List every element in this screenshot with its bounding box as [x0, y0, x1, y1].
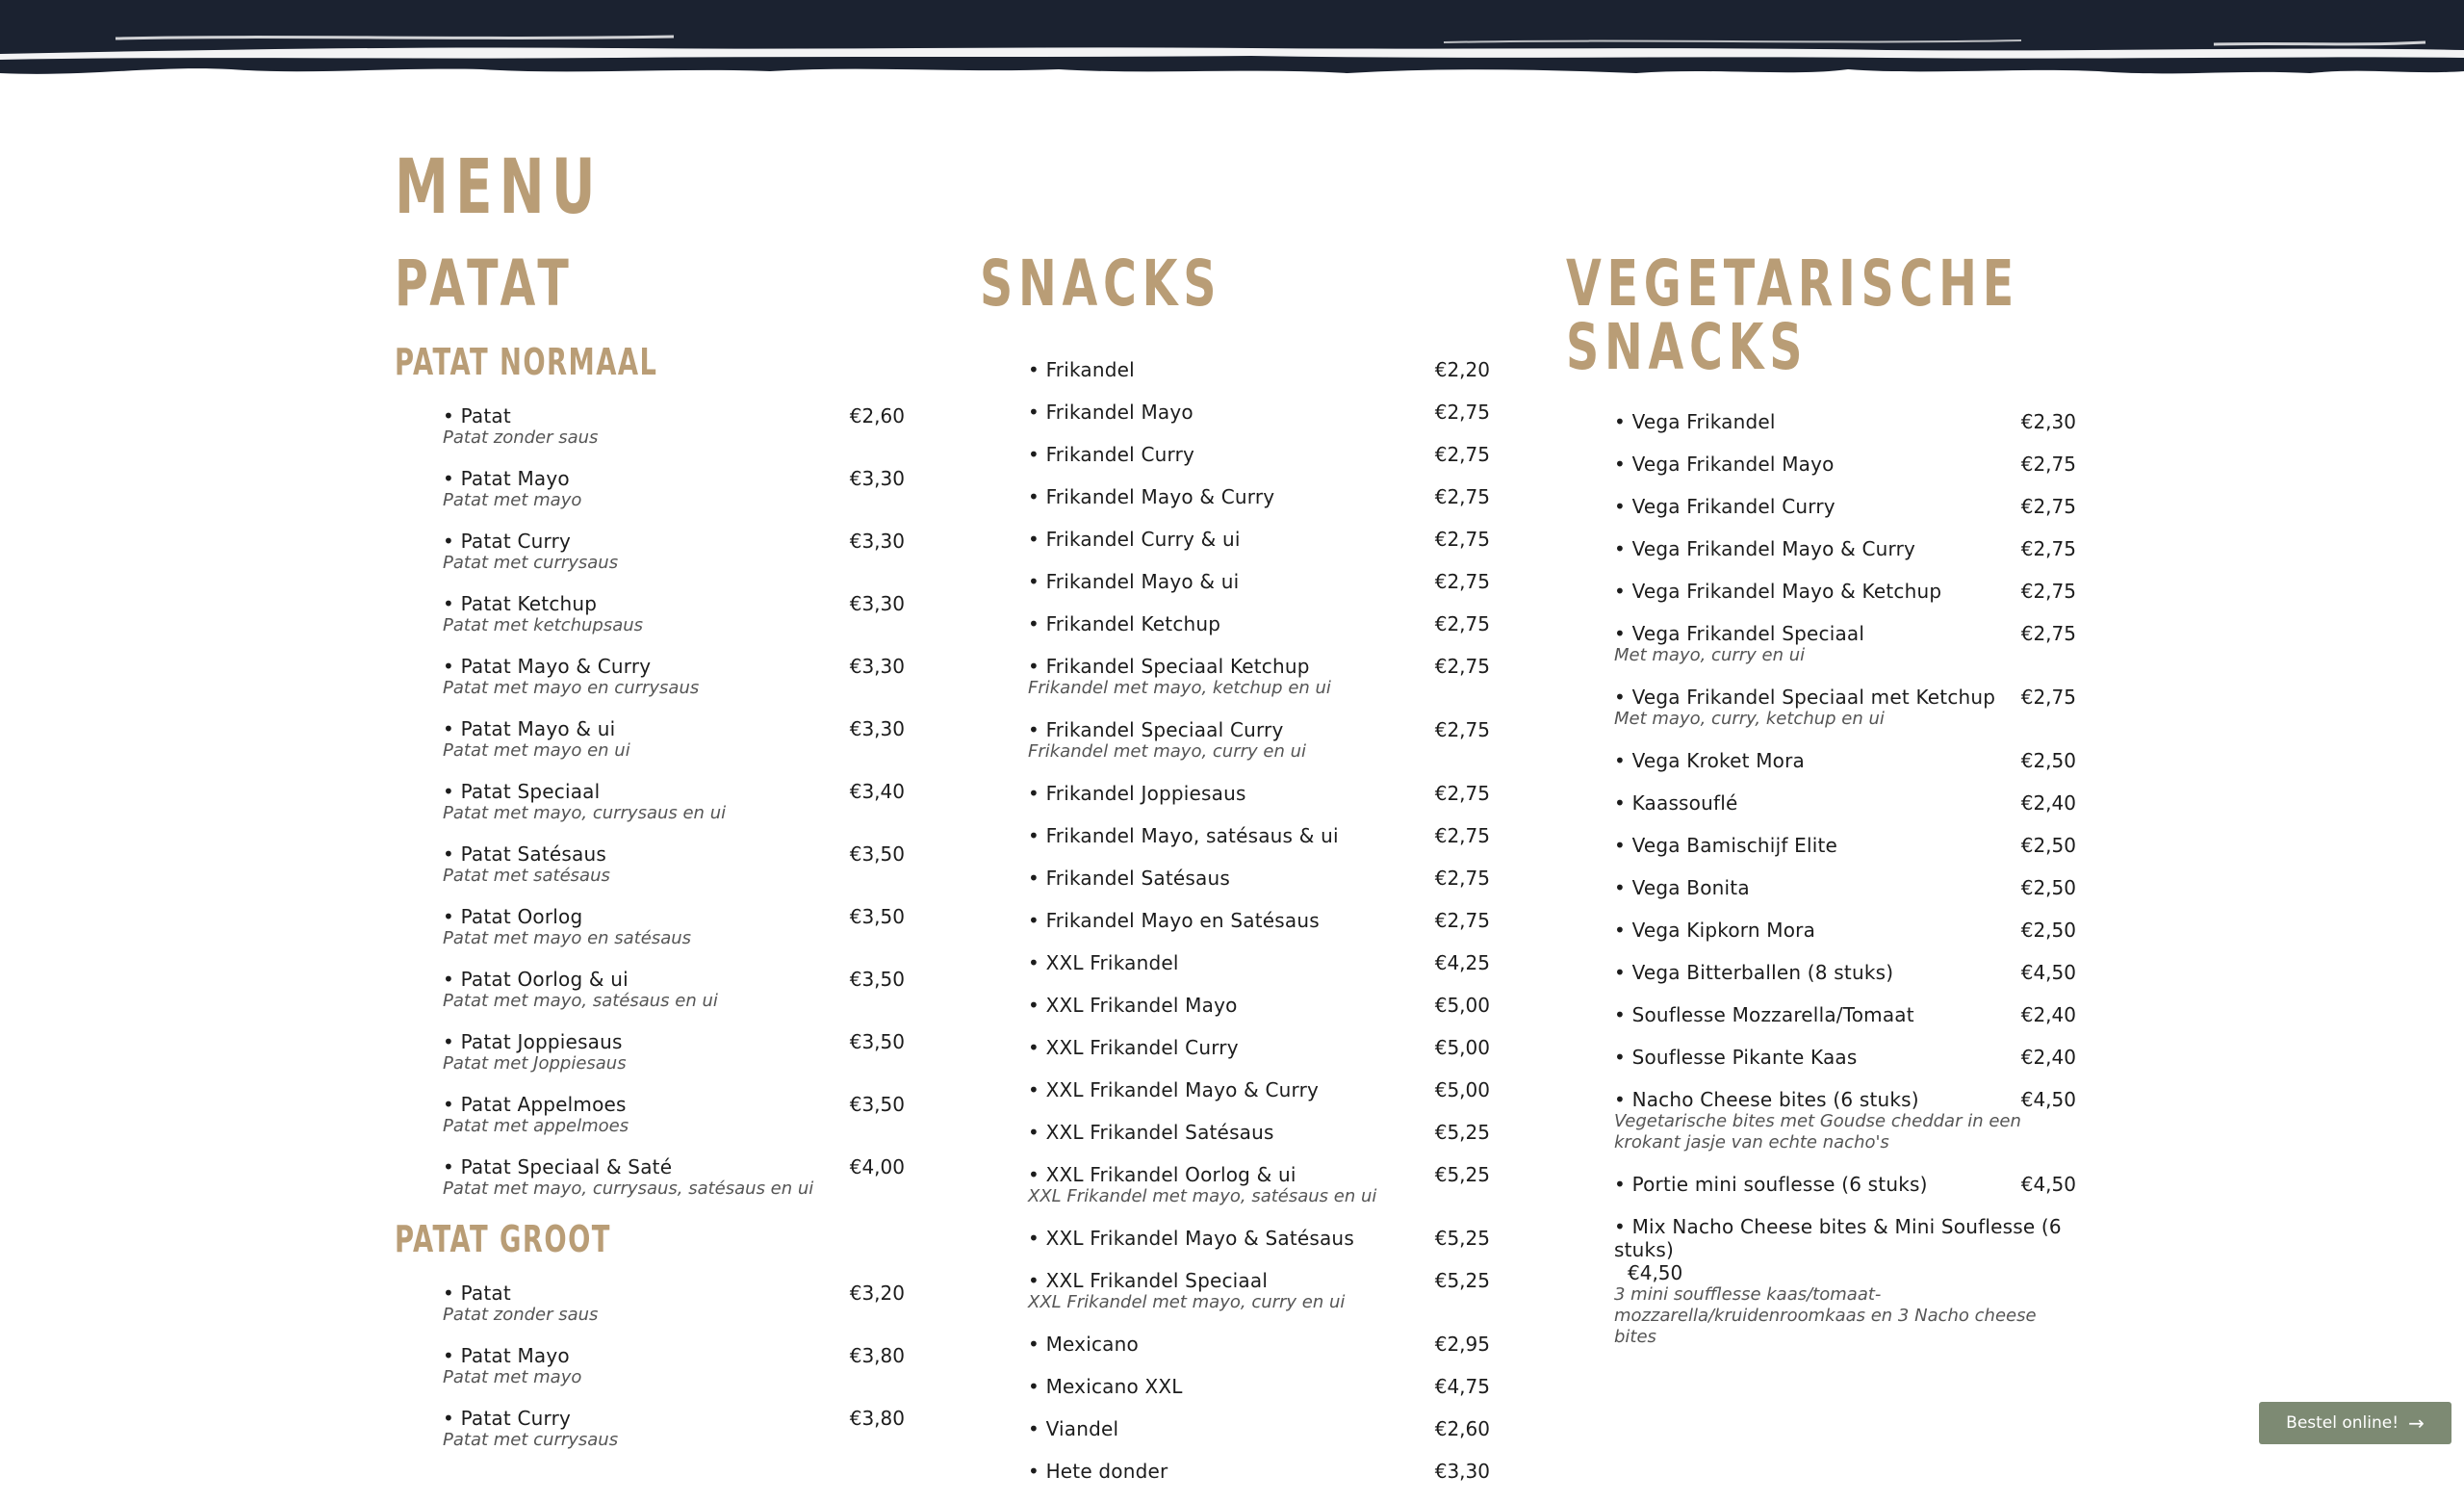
menu-item-name: • Patat Mayo & Curry — [443, 655, 651, 678]
menu-item-price: €4,75 — [1434, 1375, 1490, 1398]
menu-item-name: • Frikandel Mayo & Curry — [1028, 485, 1274, 508]
menu-item-price: €2,50 — [2020, 834, 2076, 857]
menu-item-price: €5,25 — [1434, 1269, 1490, 1292]
menu-item-price: €2,75 — [2020, 686, 2076, 709]
menu-item — [443, 655, 905, 699]
menu-item-description: Patat met mayo en ui — [443, 740, 630, 761]
menu-item-price: €2,30 — [2020, 410, 2076, 433]
order-online-button[interactable] — [2259, 1402, 2451, 1444]
menu-item — [1614, 686, 2076, 730]
menu-item-name: • Vega Frikandel Mayo & Ketchup — [1614, 580, 1941, 603]
menu-item — [443, 404, 905, 449]
menu-item-price: €2,40 — [2020, 1046, 2076, 1069]
menu-item-name: • Vega Kroket Mora — [1614, 749, 1805, 772]
menu-item — [1028, 485, 1490, 508]
menu-item-description: Patat met satésaus — [443, 866, 610, 886]
header-banner — [0, 0, 2464, 87]
menu-item-price: €2,50 — [2020, 919, 2076, 942]
menu-item-name: • Mexicano XXL — [1028, 1375, 1183, 1398]
patat-groot-title: PATAT GROOT — [395, 1218, 611, 1260]
menu-item-name: • Patat Mayo & ui — [443, 717, 615, 740]
menu-item-price: €2,50 — [2020, 749, 2076, 772]
menu-item — [443, 467, 905, 511]
menu-item-name: • Souflesse Mozzarella/Tomaat — [1614, 1003, 1914, 1026]
menu-item — [1614, 410, 2076, 433]
menu-item-price: €2,75 — [1434, 570, 1490, 593]
menu-item — [1614, 1173, 2076, 1196]
menu-item-price: €2,75 — [1434, 867, 1490, 890]
menu-item-price: €2,75 — [1434, 782, 1490, 805]
menu-item — [443, 780, 905, 824]
menu-item — [1028, 867, 1490, 890]
menu-item-name: • Vega Bamischijf Elite — [1614, 834, 1837, 857]
menu-item — [443, 717, 905, 762]
menu-item-price: €2,95 — [1434, 1333, 1490, 1356]
menu-item-name: • XXL Frikandel Satésaus — [1028, 1121, 1274, 1144]
menu-item-name: • Vega Frikandel Mayo & Curry — [1614, 537, 1915, 560]
menu-item-description: Patat met currysaus — [443, 1430, 619, 1450]
menu-item-name: • Vega Kipkorn Mora — [1614, 919, 1815, 942]
patat-title: PATAT — [395, 246, 575, 321]
menu-item-name: • XXL Frikandel Oorlog & ui — [1028, 1163, 1296, 1186]
menu-item-description: XXL Frikandel met mayo, curry en ui — [1028, 1292, 1346, 1312]
patat-normaal-list — [395, 404, 905, 1200]
snacks-column — [980, 246, 1490, 1502]
menu-item-price: €2,75 — [2020, 495, 2076, 518]
menu-item-price: €3,50 — [849, 1093, 905, 1116]
menu-item-description: Patat met mayo — [443, 1367, 582, 1387]
menu-item-name: • Vega Bonita — [1614, 876, 1750, 899]
menu-item — [1614, 876, 2076, 899]
menu-item-name: • Nacho Cheese bites (6 stuks) — [1614, 1088, 1919, 1111]
menu-item — [1614, 622, 2076, 666]
menu-item-description: Frikandel met mayo, ketchup en ui — [1028, 678, 1331, 698]
menu-item-name: • Hete donder — [1028, 1460, 1168, 1483]
menu-item-price: €4,50 — [1628, 1261, 1683, 1284]
menu-item-name: • Frikandel Satésaus — [1028, 867, 1230, 890]
menu-item-name: • Patat Appelmoes — [443, 1093, 627, 1116]
menu-item-price: €3,40 — [849, 780, 905, 803]
menu-item — [443, 592, 905, 636]
menu-item — [1614, 961, 2076, 984]
menu-item-description: Patat met mayo en satésaus — [443, 928, 692, 948]
menu-item-price: €3,50 — [849, 968, 905, 991]
menu-item-price: €2,75 — [1434, 655, 1490, 678]
menu-item-name: • Patat Satésaus — [443, 842, 606, 866]
menu-item-price: €4,50 — [2020, 961, 2076, 984]
menu-item — [1614, 791, 2076, 815]
page-title: MENU — [395, 144, 603, 231]
menu-item-price: €2,75 — [1434, 528, 1490, 551]
menu-item-name: • Mix Nacho Cheese bites & Mini Souflesse (6 stuks) — [1614, 1215, 2076, 1261]
menu-item-name: • XXL Frikandel Speciaal — [1028, 1269, 1268, 1292]
menu-item-name: • Vega Frikandel Mayo — [1614, 453, 1835, 476]
menu-item-name: • Frikandel Curry & ui — [1028, 528, 1241, 551]
menu-item-name: • Frikandel Curry — [1028, 443, 1194, 466]
menu-item-price: €3,80 — [849, 1407, 905, 1430]
menu-item — [443, 530, 905, 574]
menu-item-name: • Vega Frikandel Curry — [1614, 495, 1835, 518]
menu-item — [1028, 824, 1490, 847]
menu-item-price: €5,00 — [1434, 1078, 1490, 1101]
menu-item-name: • Patat — [443, 404, 511, 427]
menu-item-price: €2,75 — [1434, 909, 1490, 932]
menu-item-name: • Patat Curry — [443, 530, 571, 553]
menu-item-name: • Frikandel Speciaal Curry — [1028, 718, 1284, 741]
menu-item-price: €5,00 — [1434, 1036, 1490, 1059]
menu-item-price: €2,75 — [1434, 443, 1490, 466]
menu-item-description: Patat met appelmoes — [443, 1116, 629, 1136]
menu-item — [1614, 919, 2076, 942]
menu-item-price: €3,50 — [849, 842, 905, 866]
menu-item-name: • Frikandel Mayo, satésaus & ui — [1028, 824, 1339, 847]
menu-item-name: • Frikandel — [1028, 358, 1135, 381]
menu-item — [1028, 718, 1490, 763]
menu-item — [1028, 1460, 1490, 1483]
menu-item-name: • XXL Frikandel Mayo & Satésaus — [1028, 1227, 1354, 1250]
menu-item-description: Patat zonder saus — [443, 1305, 599, 1325]
menu-item-name: • Patat Joppiesaus — [443, 1030, 623, 1053]
menu-item-description: Patat met ketchupsaus — [443, 615, 644, 635]
menu-item — [1614, 537, 2076, 560]
menu-item-description: Patat met mayo, satésaus en ui — [443, 991, 718, 1011]
menu-item — [1028, 570, 1490, 593]
menu-item — [1028, 1078, 1490, 1101]
menu-item-name: • Frikandel Mayo & ui — [1028, 570, 1239, 593]
menu-item-name: • XXL Frikandel Curry — [1028, 1036, 1239, 1059]
menu-item — [1028, 1417, 1490, 1440]
menu-item — [1614, 834, 2076, 857]
menu-item — [1614, 749, 2076, 772]
menu-item-description: Patat met Joppiesaus — [443, 1053, 627, 1074]
menu-item-price: €2,40 — [2020, 1003, 2076, 1026]
menu-item-description: Met mayo, curry en ui — [1614, 645, 1806, 665]
vega-column — [1566, 246, 2076, 1367]
menu-item-name: • Patat Mayo — [443, 467, 570, 490]
menu-item-price: €3,50 — [849, 1030, 905, 1053]
menu-item-price: €2,40 — [2020, 791, 2076, 815]
menu-item-name: • Souflesse Pikante Kaas — [1614, 1046, 1858, 1069]
menu-item — [1614, 1003, 2076, 1026]
menu-item-price: €4,25 — [1434, 951, 1490, 974]
menu-item-description: Frikandel met mayo, curry en ui — [1028, 741, 1306, 762]
menu-item — [1028, 1036, 1490, 1059]
menu-item-price: €2,75 — [2020, 537, 2076, 560]
menu-item-price: €3,30 — [849, 530, 905, 553]
menu-item-price: €2,60 — [849, 404, 905, 427]
menu-item — [443, 968, 905, 1012]
menu-item-name: • Mexicano — [1028, 1333, 1139, 1356]
menu-item — [1028, 1333, 1490, 1356]
menu-item-price: €3,30 — [849, 592, 905, 615]
menu-item-name: • Frikandel Ketchup — [1028, 612, 1220, 635]
menu-item-price: €2,75 — [1434, 485, 1490, 508]
menu-item-price: €2,75 — [2020, 580, 2076, 603]
menu-item — [1028, 1121, 1490, 1144]
menu-item — [1028, 528, 1490, 551]
menu-item-description: Vegetarische bites met Goudse cheddar in een krokant jasje van echte nacho's — [1614, 1111, 2021, 1152]
menu-item-name: • Vega Bitterballen (8 stuks) — [1614, 961, 1893, 984]
menu-item — [1028, 909, 1490, 932]
menu-item-name: • Patat Oorlog & ui — [443, 968, 629, 991]
menu-item-price: €2,75 — [2020, 453, 2076, 476]
menu-item-name: • Kaassouflé — [1614, 791, 1738, 815]
menu-item-price: €4,50 — [2020, 1088, 2076, 1111]
menu-item — [1614, 495, 2076, 518]
menu-item — [443, 1282, 905, 1326]
menu-item-description: Patat met mayo — [443, 490, 582, 510]
menu-item-name: • Patat Oorlog — [443, 905, 582, 928]
menu-item-price: €4,50 — [2020, 1173, 2076, 1196]
arrow-right-icon: → — [2408, 1411, 2425, 1435]
menu-item — [1028, 401, 1490, 424]
menu-item-name: • Patat Speciaal & Saté — [443, 1155, 672, 1178]
menu-item-price: €2,60 — [1434, 1417, 1490, 1440]
menu-item-name: • Viandel — [1028, 1417, 1118, 1440]
patat-groot-list — [395, 1282, 905, 1451]
menu-item — [1614, 1046, 2076, 1069]
menu-item-description: Patat met currysaus — [443, 553, 619, 573]
menu-item-description: Met mayo, curry, ketchup en ui — [1614, 709, 1885, 729]
menu-item-description: XXL Frikandel met mayo, satésaus en ui — [1028, 1186, 1377, 1206]
order-online-label: Bestel online! — [2286, 1413, 2400, 1433]
menu-item-price: €3,30 — [849, 655, 905, 678]
menu-item-price: €5,25 — [1434, 1121, 1490, 1144]
menu-item-description: Patat met mayo, currysaus en ui — [443, 803, 727, 823]
menu-item-price: €2,50 — [2020, 876, 2076, 899]
menu-item-price: €2,75 — [2020, 622, 2076, 645]
menu-item-description: 3 mini soufflesse kaas/tomaat-mozzarella/kruidenroomkaas en 3 Nacho cheese bites — [1614, 1284, 2037, 1347]
menu-item-price: €2,75 — [1434, 718, 1490, 741]
menu-item-price: €2,75 — [1434, 612, 1490, 635]
menu-item-name: • XXL Frikandel Mayo & Curry — [1028, 1078, 1319, 1101]
menu-item-description: Patat met mayo, currysaus, satésaus en ui — [443, 1178, 814, 1199]
patat-normaal-title: PATAT NORMAAL — [395, 341, 658, 383]
menu-item-price: €3,30 — [849, 467, 905, 490]
menu-item-name: • Frikandel Mayo en Satésaus — [1028, 909, 1320, 932]
menu-item — [1028, 951, 1490, 974]
snacks-list — [980, 358, 1490, 1483]
menu-item — [1614, 453, 2076, 476]
menu-item-price: €3,30 — [849, 717, 905, 740]
menu-item — [1028, 443, 1490, 466]
menu-item — [443, 1407, 905, 1451]
menu-item-name: • Frikandel Joppiesaus — [1028, 782, 1246, 805]
menu-item-name: • Patat Curry — [443, 1407, 571, 1430]
patat-column — [395, 246, 905, 1469]
menu-item-price: €4,00 — [849, 1155, 905, 1178]
menu-item — [1614, 1088, 2076, 1153]
menu-item-name: • Portie mini souflesse (6 stuks) — [1614, 1173, 1928, 1196]
menu-item-price: €3,30 — [1434, 1460, 1490, 1483]
menu-item — [1028, 1269, 1490, 1313]
menu-item — [443, 1030, 905, 1075]
menu-item — [1028, 1375, 1490, 1398]
menu-item-description: Patat met mayo en currysaus — [443, 678, 700, 698]
menu-item — [1028, 782, 1490, 805]
menu-item-price: €3,80 — [849, 1344, 905, 1367]
brush-banner-graphic — [0, 0, 2464, 87]
menu-item-price: €5,25 — [1434, 1163, 1490, 1186]
menu-item-name: • XXL Frikandel Mayo — [1028, 994, 1238, 1017]
menu-item-name: • Vega Frikandel — [1614, 410, 1776, 433]
menu-item-price: €3,20 — [849, 1282, 905, 1305]
menu-item — [443, 1344, 905, 1388]
menu-item — [443, 1093, 905, 1137]
menu-item-price: €5,25 — [1434, 1227, 1490, 1250]
menu-item — [1614, 580, 2076, 603]
menu-item — [1028, 655, 1490, 699]
menu-item-name: • Vega Frikandel Speciaal met Ketchup — [1614, 686, 1995, 709]
menu-item — [1028, 994, 1490, 1017]
menu-item-description: Patat zonder saus — [443, 427, 599, 448]
menu-item — [1028, 358, 1490, 381]
menu-item — [1614, 1215, 2076, 1348]
menu-item-price: €2,20 — [1434, 358, 1490, 381]
vega-list — [1566, 410, 2076, 1348]
menu-item-name: • Patat Ketchup — [443, 592, 597, 615]
menu-item-name: • XXL Frikandel — [1028, 951, 1179, 974]
menu-item — [443, 1155, 905, 1200]
menu-item-name: • Frikandel Speciaal Ketchup — [1028, 655, 1310, 678]
menu-item-price: €3,50 — [849, 905, 905, 928]
menu-item-name: • Patat Speciaal — [443, 780, 600, 803]
menu-item-price: €2,75 — [1434, 824, 1490, 847]
menu-item — [443, 842, 905, 887]
menu-item-name: • Frikandel Mayo — [1028, 401, 1194, 424]
menu-item-price: €2,75 — [1434, 401, 1490, 424]
menu-item-name: • Patat — [443, 1282, 511, 1305]
menu-item — [1028, 1163, 1490, 1207]
menu-item-price: €5,00 — [1434, 994, 1490, 1017]
vega-title: VEGETARISCHE SNACKS — [1566, 246, 2019, 384]
menu-item — [443, 905, 905, 949]
menu-item — [1028, 612, 1490, 635]
snacks-title: SNACKS — [980, 246, 1222, 321]
menu-item — [1028, 1227, 1490, 1250]
menu-item-name: • Patat Mayo — [443, 1344, 570, 1367]
menu-item-name: • Vega Frikandel Speciaal — [1614, 622, 1864, 645]
